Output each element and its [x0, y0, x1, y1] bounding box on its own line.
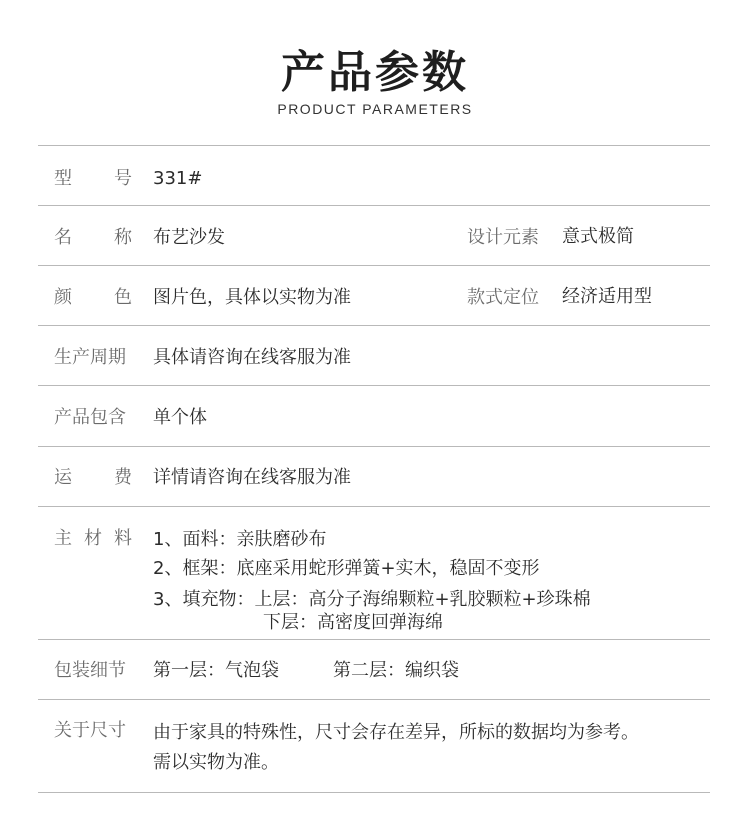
- divider: [38, 145, 710, 146]
- value-design-element: 意式极简: [562, 226, 634, 247]
- value-production-period: 具体请咨询在线客服为准: [153, 347, 351, 368]
- page-subtitle: PRODUCT PARAMETERS: [277, 101, 473, 117]
- label-package-contents: 产品包含: [54, 407, 126, 428]
- label-main-materials: 主材料: [54, 528, 132, 549]
- page-title: 产品参数: [281, 47, 469, 98]
- size-note-line: 需以实物为准。: [153, 752, 279, 773]
- value-name: 布艺沙发: [153, 227, 225, 248]
- divider: [38, 446, 710, 447]
- label-size: 关于尺寸: [54, 720, 126, 741]
- value-package-contents: 单个体: [153, 407, 207, 428]
- label-style-position: 款式定位: [467, 287, 539, 308]
- label-color: 颜色: [54, 287, 132, 308]
- label-packaging: 包装细节: [54, 660, 126, 681]
- value-packaging-layer2: 第二层：编织袋: [333, 660, 459, 681]
- value-color: 图片色，具体以实物为准: [153, 287, 351, 308]
- divider: [38, 506, 710, 507]
- material-line: 2、框架：底座采用蛇形弹簧+实木，稳固不变形: [153, 558, 540, 579]
- divider: [38, 385, 710, 386]
- divider: [38, 699, 710, 700]
- material-line: 1、面料：亲肤磨砂布: [153, 529, 327, 550]
- label-production-period: 生产周期: [54, 347, 126, 368]
- divider: [38, 325, 710, 326]
- divider: [38, 792, 710, 793]
- divider: [38, 205, 710, 206]
- label-design-element: 设计元素: [467, 227, 539, 248]
- divider: [38, 265, 710, 266]
- value-shipping: 详情请咨询在线客服为准: [153, 467, 351, 488]
- value-model: 331#: [153, 168, 203, 189]
- material-line: 下层：高密度回弹海绵: [263, 612, 443, 633]
- divider: [38, 639, 710, 640]
- value-packaging-layer1: 第一层：气泡袋: [153, 660, 279, 681]
- material-line: 3、填充物：上层：高分子海绵颗粒+乳胶颗粒+珍珠棉: [153, 589, 591, 610]
- label-model: 型号: [54, 168, 132, 189]
- value-style-position: 经济适用型: [562, 286, 652, 307]
- label-shipping: 运费: [54, 467, 132, 488]
- size-note-line: 由于家具的特殊性，尺寸会存在差异，所标的数据均为参考。: [153, 722, 639, 743]
- label-name: 名称: [54, 227, 132, 248]
